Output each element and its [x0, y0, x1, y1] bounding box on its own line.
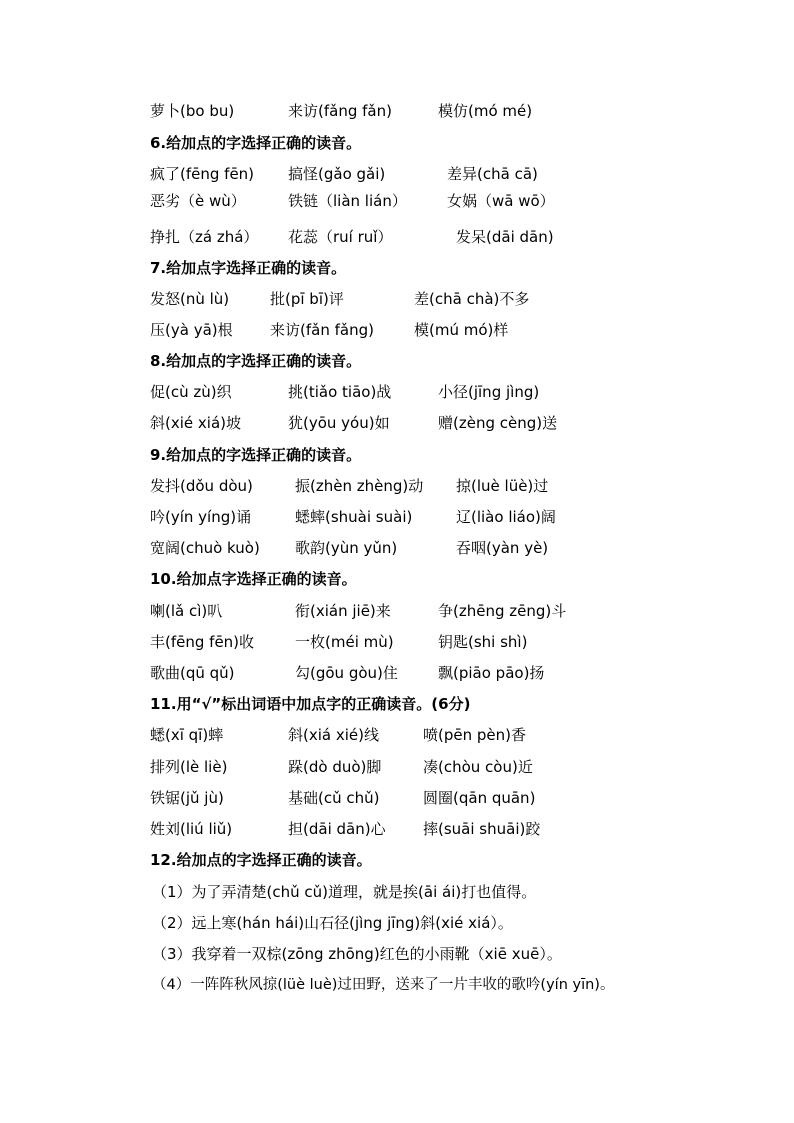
pinyin-item: 赠(zèng cèng)送: [438, 414, 558, 432]
pinyin-item: 促(cù zù)织: [150, 383, 232, 401]
pinyin-item: 宽阔(chuò kuò): [150, 539, 260, 557]
pinyin-item: 小径(jīng jìng): [438, 383, 540, 401]
pinyin-item: 挑(tiǎo tiāo)战: [288, 383, 392, 401]
section-heading-11: 11.用“√”标出词语中加点字的正确读音。(6分): [150, 695, 471, 713]
pinyin-item: 发抖(dǒu dòu): [150, 477, 253, 495]
pinyin-item: 振(zhèn zhèng)动: [295, 477, 424, 495]
pinyin-item: 斜(xiá xié)线: [288, 726, 379, 744]
pinyin-item: 压(yà yā)根: [150, 321, 233, 339]
pinyin-item: 犹(yōu yóu)如: [288, 414, 390, 432]
section-heading-10: 10.给加点字选择正确的读音。: [150, 570, 357, 588]
pinyin-item: 争(zhēng zēng)斗: [438, 602, 567, 620]
pinyin-item: 姓刘(liú liǔ): [150, 820, 233, 838]
pinyin-item: 斜(xié xiá)坡: [150, 414, 241, 432]
pinyin-item: 一枚(méi mù): [295, 633, 394, 651]
section-heading-9: 9.给加点的字选择正确的读音。: [150, 446, 362, 464]
pinyin-item: 挣扎（zá zhá）: [150, 228, 259, 246]
pinyin-item: 丰(fēng fēn)收: [150, 633, 255, 651]
pinyin-item: 衔(xián jiē)来: [295, 602, 391, 620]
pinyin-item: 担(dāi dān)心: [288, 820, 386, 838]
pinyin-item: 差(chā chà)不多: [414, 290, 530, 308]
pinyin-item: 掠(luè lüè)过: [456, 477, 549, 495]
pinyin-item: 辽(liào liáo)阔: [456, 508, 556, 526]
pinyin-item: 发呆(dāi dān): [456, 228, 554, 246]
pinyin-item: 来访(fǎn fǎng): [270, 321, 374, 339]
pinyin-item: 基础(cǔ chǔ): [288, 789, 380, 807]
pinyin-item: 凑(chòu còu)近: [423, 758, 533, 776]
pinyin-item: 差异(chā cā): [447, 165, 538, 183]
pinyin-item: 吞咽(yàn yè): [456, 539, 549, 557]
sentence-2: （2）远上寒(hán hái)山石径(jìng jīng)斜(xié xiá）。: [152, 914, 513, 932]
pinyin-item: 吟(yín yíng)诵: [150, 508, 252, 526]
pinyin-item: 萝卜(bo bu): [150, 102, 235, 120]
pinyin-item: 钥匙(shi shì): [438, 633, 528, 651]
sentence-1: （1）为了弄清楚(chǔ cǔ)道理，就是挨(āi ái)打也值得。: [152, 883, 537, 901]
pinyin-item: 模仿(mó mé): [438, 102, 533, 120]
pinyin-item: 蟋(xī qī)蟀: [150, 726, 224, 744]
pinyin-item: 搞怪(gǎo gǎi): [288, 165, 386, 183]
sentence-3: （3）我穿着一双棕(zōng zhōng)红色的小雨靴（xiē xuē）。: [152, 945, 562, 963]
pinyin-item: 蟋蟀(shuài suài): [295, 508, 413, 526]
section-heading-7: 7.给加点字选择正确的读音。: [150, 259, 347, 277]
pinyin-item: 恶劣（è wù）: [150, 192, 246, 210]
section-heading-12: 12.给加点的字选择正确的读音。: [150, 851, 372, 869]
pinyin-item: 铁链（liàn lián）: [288, 192, 407, 210]
pinyin-item: 喷(pēn pèn)香: [423, 726, 526, 744]
pinyin-item: 女娲（wā wō）: [447, 192, 555, 210]
sentence-4: （4）一阵阵秋风掠(lüè luè)过田野，送来了一片丰收的歌吟(yín yīn)。: [152, 977, 615, 993]
pinyin-item: 摔(suāi shuāi)跤: [423, 820, 541, 838]
pinyin-item: 歌曲(qū qǔ): [150, 664, 235, 682]
pinyin-item: 跺(dò duò)脚: [288, 758, 382, 776]
pinyin-item: 疯了(fēng fēn): [150, 165, 255, 183]
pinyin-item: 铁锯(jǔ jù): [150, 789, 224, 807]
section-heading-6: 6.给加点的字选择正确的读音。: [150, 134, 362, 152]
pinyin-item: 圆圈(qān quān): [423, 789, 536, 807]
pinyin-item: 勾(gōu gòu)住: [295, 664, 398, 682]
pinyin-item: 歌韵(yùn yǔn): [295, 539, 398, 557]
pinyin-item: 飘(piāo pāo)扬: [438, 664, 545, 682]
pinyin-item: 排列(lè liè): [150, 758, 228, 776]
section-heading-8: 8.给加点的字选择正确的读音。: [150, 352, 362, 370]
pinyin-item: 花蕊（ruí ruǐ）: [288, 228, 393, 246]
pinyin-item: 发怒(nù lù): [150, 290, 230, 308]
pinyin-item: 来访(fǎng fǎn): [288, 102, 392, 120]
pinyin-item: 喇(lǎ cì)叭: [150, 602, 223, 620]
pinyin-item: 批(pī bī)评: [270, 290, 344, 308]
pinyin-item: 模(mú mó)样: [414, 321, 509, 339]
